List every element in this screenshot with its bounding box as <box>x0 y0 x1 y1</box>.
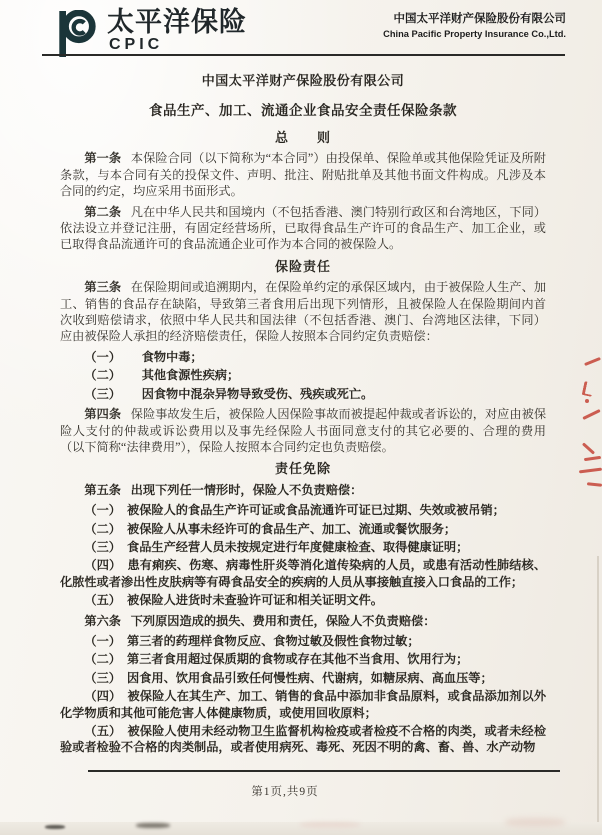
section-heading-general: 总 则 <box>274 130 331 145</box>
article-4 <box>60 406 546 455</box>
cpic-logo <box>55 8 247 58</box>
red-ink-stroke <box>582 409 600 420</box>
article-5-item-5 <box>60 592 546 608</box>
red-ink-stroke <box>584 456 601 461</box>
item-number: （五） <box>84 593 121 608</box>
section-heading-liability: 保险责任 <box>274 258 331 274</box>
red-ink-stroke <box>579 468 602 474</box>
document-header <box>55 8 566 58</box>
logo-brand-name: 太平洋保险 <box>107 7 247 37</box>
article-5-item-3 <box>60 539 546 555</box>
company-name-block <box>383 8 566 40</box>
article-6-number: 第六条 <box>84 613 121 628</box>
article-3-number: 第三条 <box>84 280 122 295</box>
document-title <box>60 70 546 119</box>
page-footer <box>60 783 510 799</box>
item-number: （四） <box>84 689 122 704</box>
title-clause-line: 食品生产、加工、流通企业食品安全责任保险条款 <box>149 103 457 118</box>
red-ink-stroke <box>582 442 595 454</box>
article-6-item-5 <box>60 723 546 756</box>
red-ink-stroke <box>585 399 589 403</box>
article-3-item-3 <box>60 386 546 402</box>
page-edge-shadow <box>597 556 599 828</box>
company-name-cn: 中国太平洋财产保险股份有限公司 <box>393 13 566 25</box>
item-number: （一） <box>84 503 121 518</box>
article-5-item-2 <box>60 521 546 537</box>
article-6-text: 下列原因造成的损失、费用和责任，保险人不负责赔偿： <box>130 613 436 628</box>
item-text: 被保险人的食品生产许可证或食品流通许可证已过期、失效或被吊销； <box>127 503 505 518</box>
item-text: 食品生产经营人员未按规定进行年度健康检查、取得健康证明； <box>127 539 469 554</box>
footer-divider <box>88 770 560 772</box>
article-2-text: 凡在中华人民共和国境内（不包括香港、澳门特别行政区和台湾地区，下同）依法设立并登记注册，有固定经营场所，已取得食品生产许可的食品生产、加工企业，或已取得食品流通许可的食品流通企业可作为本合同的被保险人。 <box>60 204 547 252</box>
header-divider <box>42 54 565 56</box>
item-number: （三） <box>84 539 121 554</box>
article-1-text: 本保险合同（以下简称为“本合同”）由投保单、保险单或其他保险凭证及所附条款，与本合同有关的投保文件、声明、批注、附贴批单及其他书面文件构成。凡涉及本合同的约定，均应采用书面形式。 <box>60 151 546 199</box>
item-text: 患有痢疾、伤寒、病毒性肝炎等消化道传染病的人员，或患有活动性肺结核、化脓性或者渗出性皮肤病等有碍食品安全的疾病的人员从事接触直接入口食品的工作； <box>60 558 547 589</box>
item-text: 被保险人进货时未查验许可证和相关证明文件。 <box>127 593 383 608</box>
article-5-number: 第五条 <box>84 482 121 497</box>
item-text: 其他食源性疾病； <box>141 368 240 383</box>
item-text: 被保险人在其生产、加工、销售的食品中添加非食品原料，或食品添加剂以外化学物质和其他可能危害人体健康物质，或使用回收原料； <box>60 689 547 720</box>
item-number: （三） <box>84 670 121 685</box>
article-3-item-2 <box>60 367 546 383</box>
item-number: （五） <box>84 724 122 738</box>
page-number: 第1页,共9页 <box>251 786 319 798</box>
item-text: 因食物中混杂异物导致受伤、残疾或死亡。 <box>141 386 374 401</box>
red-ink-stroke <box>582 381 595 397</box>
item-text: 食物中毒； <box>141 349 203 364</box>
article-2-number: 第二条 <box>84 204 122 219</box>
article-5-text: 出现下列任一情形时，保险人不负责赔偿： <box>130 482 363 497</box>
item-number: （一） <box>84 349 121 364</box>
title-company-line: 中国太平洋财产保险股份有限公司 <box>201 73 405 88</box>
article-5-item-1 <box>60 502 546 518</box>
article-6-item-3 <box>60 670 546 686</box>
article-6-item-1 <box>60 633 546 649</box>
article-1-number: 第一条 <box>84 151 122 166</box>
logo-brand-abbr: CPIC <box>109 36 164 53</box>
red-ink-stroke <box>587 482 602 487</box>
item-number: （二） <box>84 521 121 536</box>
item-text: 被保险人从事未经许可的食品生产、加工、流通或餐饮服务； <box>127 521 457 536</box>
company-name-en: China Pacific Property Insurance Co.,Ltd. <box>383 29 566 39</box>
scan-smudge <box>300 822 360 828</box>
article-3-text: 在保险期间或追溯期内，在保险单约定的承保区域内，由于被保险人生产、加工、销售的食品存在缺陷，导致第三者食用后出现下列情形，且被保险人在保险期间内首次收到赔偿请求，依照中华人民共和国法律（不包括香港、澳门、台湾地区法律，下同）应由被保险人承担的经济赔偿责任，保险人按照本合同约定负责赔偿： <box>60 280 547 344</box>
article-6-item-4 <box>60 688 546 721</box>
logo-text-block <box>107 8 247 53</box>
article-4-number: 第四条 <box>84 407 122 422</box>
article-5 <box>60 482 546 498</box>
article-6-item-2 <box>60 651 546 667</box>
scan-smudge <box>136 823 170 828</box>
article-5-item-4 <box>60 557 546 590</box>
item-text: 被保险人使用未经动物卫生监督机构检疫或者检疫不合格的肉类，或者未经检验或者检验不合格的肉类制品，或者使用病死、毒死、死因不明的禽、畜、兽、水产动物 <box>60 724 547 755</box>
section-heading-exclusions: 责任免除 <box>274 461 331 477</box>
article-3-item-1 <box>60 349 546 365</box>
item-number: （一） <box>84 633 121 648</box>
item-number: （二） <box>84 368 121 383</box>
article-1 <box>60 150 546 199</box>
red-ink-stroke <box>584 357 601 366</box>
item-text: 因食用、饮用食品引致任何慢性病、代谢病，如糖尿病、高血压等； <box>127 670 493 685</box>
scan-smudge <box>45 825 65 829</box>
scan-smudge <box>505 818 565 827</box>
document-body <box>60 124 546 758</box>
item-text: 第三者的药理样食物反应、食物过敏及假性食物过敏； <box>127 633 420 648</box>
item-number: （四） <box>84 558 122 573</box>
item-number: （二） <box>84 652 121 667</box>
article-4-text: 保险事故发生后，被保险人因保险事故而被提起仲裁或者诉讼的，对应由被保险人支付的仲裁或诉讼费用以及事先经保险人书面同意支付的其它必要的、合理的费用（以下简称“法律费用”），保险人按照本合同约定也负责赔偿。 <box>60 407 547 454</box>
item-number: （三） <box>84 386 121 401</box>
item-text: 第三者食用超过保质期的食物或存在其他不当食用、饮用行为； <box>127 652 469 667</box>
article-6 <box>60 613 546 629</box>
article-2 <box>60 204 546 253</box>
article-3 <box>60 279 546 345</box>
cpic-logo-icon <box>55 10 99 58</box>
